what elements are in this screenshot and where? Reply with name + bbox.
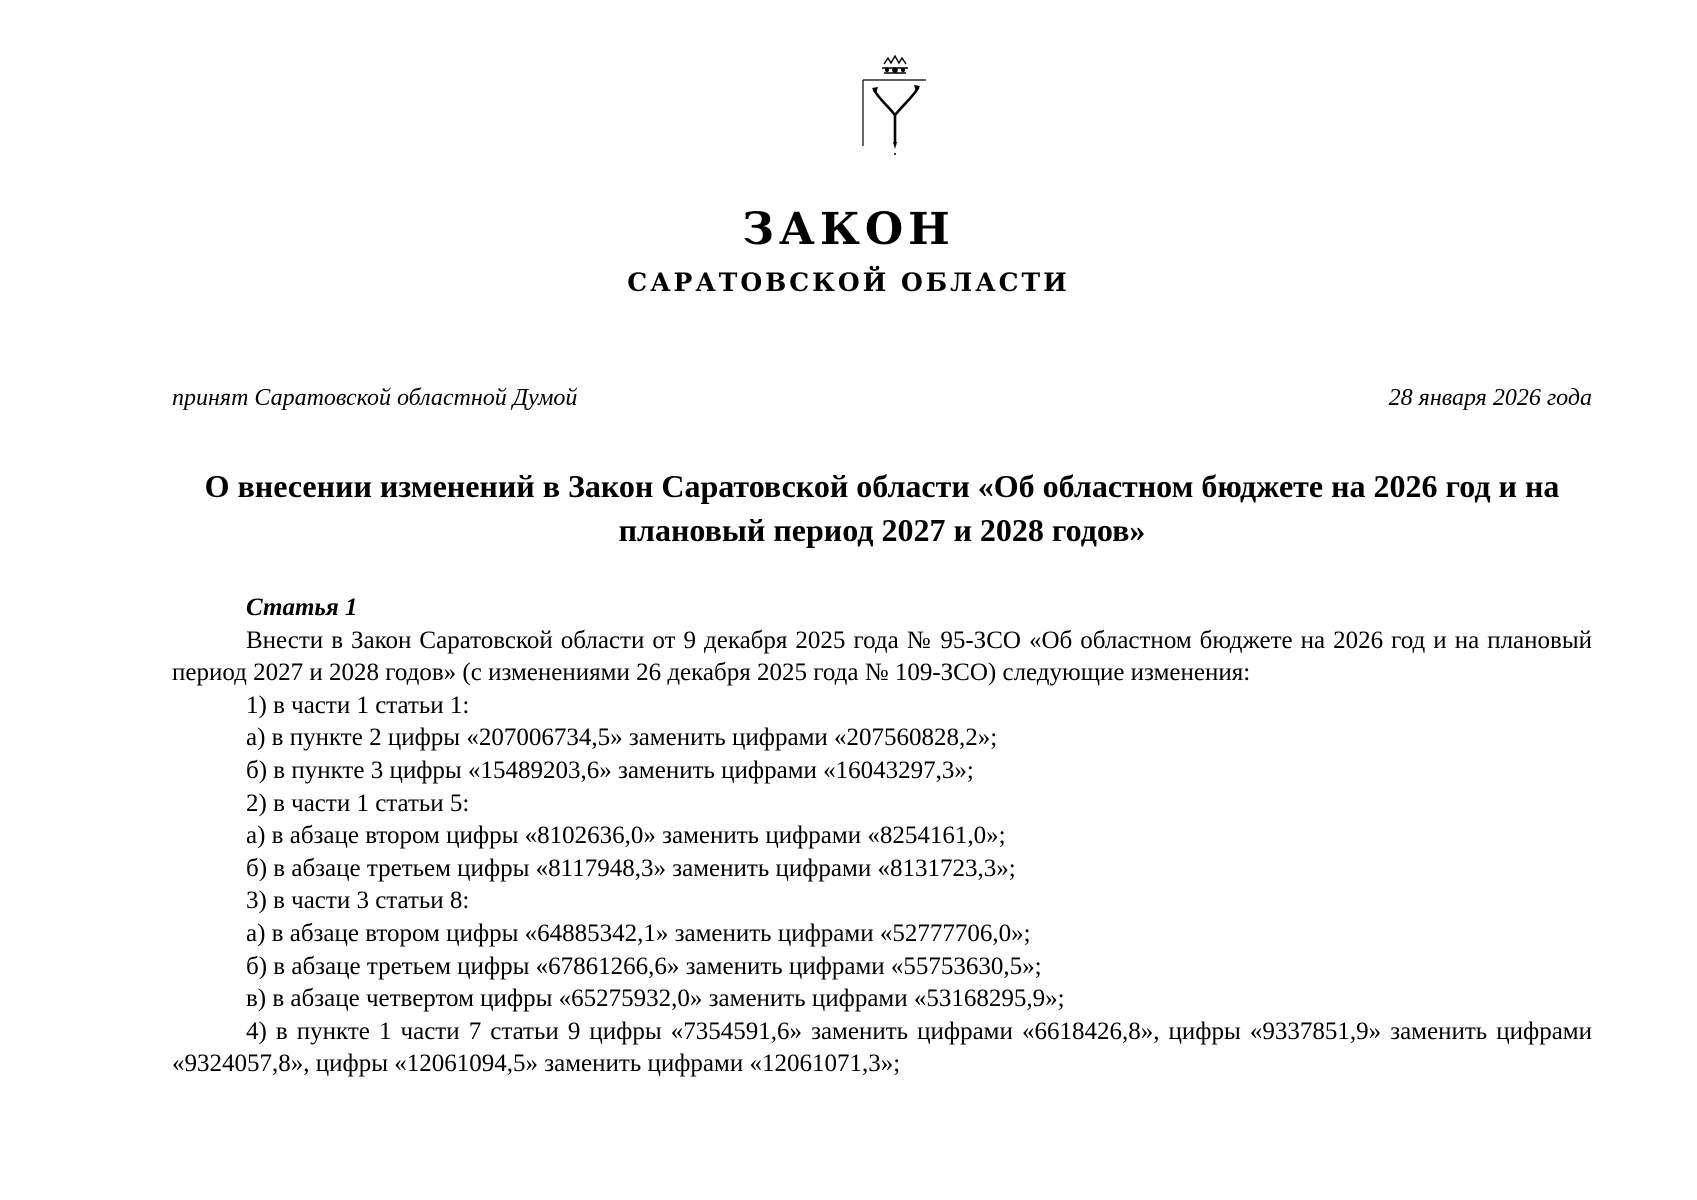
article-paragraph: Внести в Закон Саратовской области от 9 декабря 2025 года № 95-ЗСО «Об областном бюджете на 2026 год и на плановый период 2027 и 2028 годов» (с изменениями 26 декабря 2025 года № 109-ЗСО) следующие изменения: — [172, 626, 1592, 687]
article-paragraph: 2) в части 1 статьи 5: — [246, 789, 470, 817]
article-paragraph: а) в абзаце втором цифры «8102636,0» заменить цифрами «8254161,0»; — [246, 822, 1006, 850]
article-paragraph: а) в абзаце втором цифры «64885342,1» заменить цифрами «52777706,0»; — [246, 919, 1031, 947]
law-title: ЗАКОН — [742, 204, 955, 255]
saratov-coat-of-arms-emblem — [860, 54, 930, 170]
law-subtitle: САРАТОВСКОЙ ОБЛАСТИ — [627, 268, 1070, 297]
article-paragraph: 1) в части 1 статьи 1: — [246, 691, 470, 719]
adopted-by-text: принят Саратовской областной Думой — [172, 385, 578, 411]
document-body — [172, 592, 1592, 1081]
document-heading: О внесении изменений в Закон Саратовской области «Об областном бюджете на 2026 год и на плановый период 2027 и 2028 годов» — [204, 468, 1560, 548]
article-paragraph: а) в пункте 2 цифры «207006734,5» заменить цифрами «207560828,2»; — [246, 724, 998, 752]
article-paragraph: б) в абзаце третьем цифры «67861266,6» заменить цифрами «55753630,5»; — [246, 952, 1042, 980]
article-paragraph: б) в абзаце третьем цифры «8117948,3» заменить цифрами «8131723,3»; — [246, 854, 1016, 882]
adoption-date: 28 января 2026 года — [1388, 385, 1592, 411]
article-paragraph: 4) в пункте 1 части 7 статьи 9 цифры «7354591,6» заменить цифрами «6618426,8», цифры «9337851,9» заменить цифрами «9324057,8», цифры «12061094,5» заменить цифрами «12061071,3»; — [172, 1017, 1592, 1078]
article-paragraph: б) в пункте 3 цифры «15489203,6» заменить цифрами «16043297,3»; — [246, 756, 974, 784]
article-title: Статья 1 — [246, 594, 358, 621]
article-paragraph: в) в абзаце четвертом цифры «65275932,0» заменить цифрами «53168295,9»; — [246, 985, 1065, 1013]
article-paragraph: 3) в части 3 статьи 8: — [246, 887, 470, 915]
